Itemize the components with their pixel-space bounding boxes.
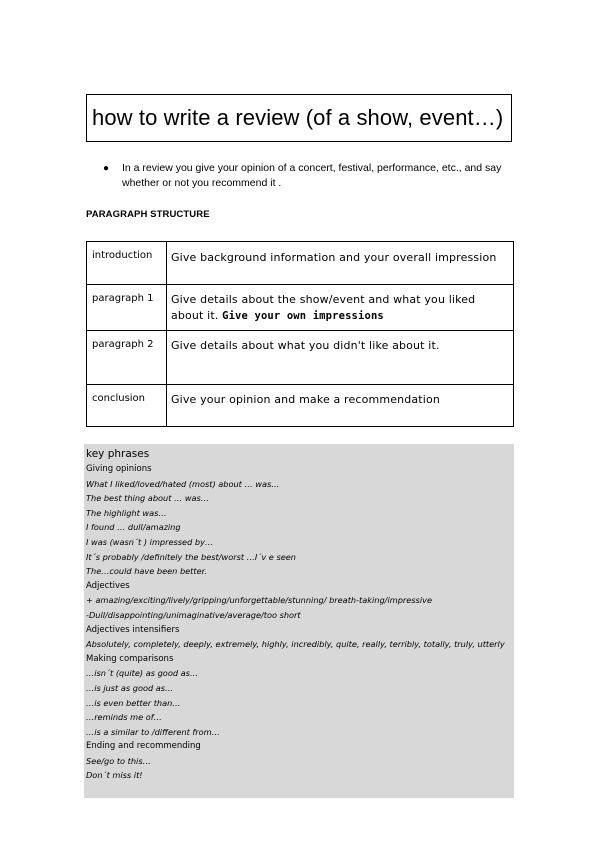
intro-bullet-point (103, 161, 503, 191)
intro-text: In a review you give your opinion of a concert, festival, performance, etc., and say whether or not you recommend it . (122, 162, 502, 189)
paragraph-structure-heading: PARAGRAPH STRUCTURE (86, 209, 210, 220)
table-row (87, 385, 514, 427)
row-description-bold: Give your own impressions (222, 310, 384, 322)
phrase-item: The best thing about … was… (86, 493, 209, 504)
phrase-item: I found … dull/amazing (86, 522, 181, 533)
section-title: Giving opinions (86, 464, 152, 474)
phrase-item: …is a similar to /different from… (86, 726, 220, 737)
bullet-icon: ● (103, 163, 110, 174)
phrase-item: The highlight was… (86, 507, 167, 518)
table-row (87, 285, 514, 331)
phrase-item: The…could have been better. (86, 566, 207, 577)
phrase-item: + amazing/exciting/lively/gripping/unforgettable/stunning/ breath-taking/impressive (86, 595, 432, 606)
phrase-item: It´s probably /definitely the best/worst …I´v e seen (86, 551, 296, 562)
phrase-item: …isn´t (quite) as good as… (86, 668, 199, 679)
row-description-text: Give details about the show/event and what you liked about it. (171, 293, 476, 322)
section-title: Adjectives (86, 580, 130, 591)
row-description (167, 331, 514, 385)
row-label: conclusion (87, 385, 167, 427)
row-label: paragraph 1 (87, 285, 167, 331)
section-title: Ending and recommending (86, 741, 201, 752)
key-phrases-box (84, 444, 514, 798)
phrase-item: -Dull/disappointing/unimaginative/average/too short (86, 609, 301, 620)
row-description-text: Give details about what you didn't like about it. (171, 339, 440, 352)
table-row (87, 331, 514, 385)
phrase-item: I was (wasn´t ) impressed by… (86, 536, 214, 547)
row-description (167, 285, 514, 331)
phrase-item: What I liked/loved/hated (most) about … was… (86, 478, 280, 489)
row-label: paragraph 2 (87, 331, 167, 385)
row-description-text: Give your opinion and make a recommendation (171, 393, 440, 406)
phrase-item: …reminds me of… (86, 712, 162, 723)
section-title: Adjectives intensifiers (86, 624, 180, 635)
row-label: introduction (87, 242, 167, 285)
phrase-item: Don´t miss it! (86, 770, 143, 781)
row-description-text: Give background information and your overall impression (171, 251, 497, 264)
table-row (87, 242, 514, 285)
section-title: Making comparisons (86, 653, 174, 664)
phrase-item: …is even better than… (86, 697, 181, 708)
document-title: how to write a review (of a show, event…) (86, 94, 512, 142)
phrase-item: …is just as good as… (86, 682, 174, 693)
phrase-item: Absolutely, completely, deeply, extremely, highly, incredibly, quite, really, terribly, totally, truly, utterly (86, 639, 505, 650)
paragraph-structure-table (86, 241, 514, 427)
key-phrases-heading: key phrases (86, 448, 150, 460)
row-description (167, 385, 514, 427)
phrase-item: See/go to this… (86, 755, 151, 766)
row-description (167, 242, 514, 285)
